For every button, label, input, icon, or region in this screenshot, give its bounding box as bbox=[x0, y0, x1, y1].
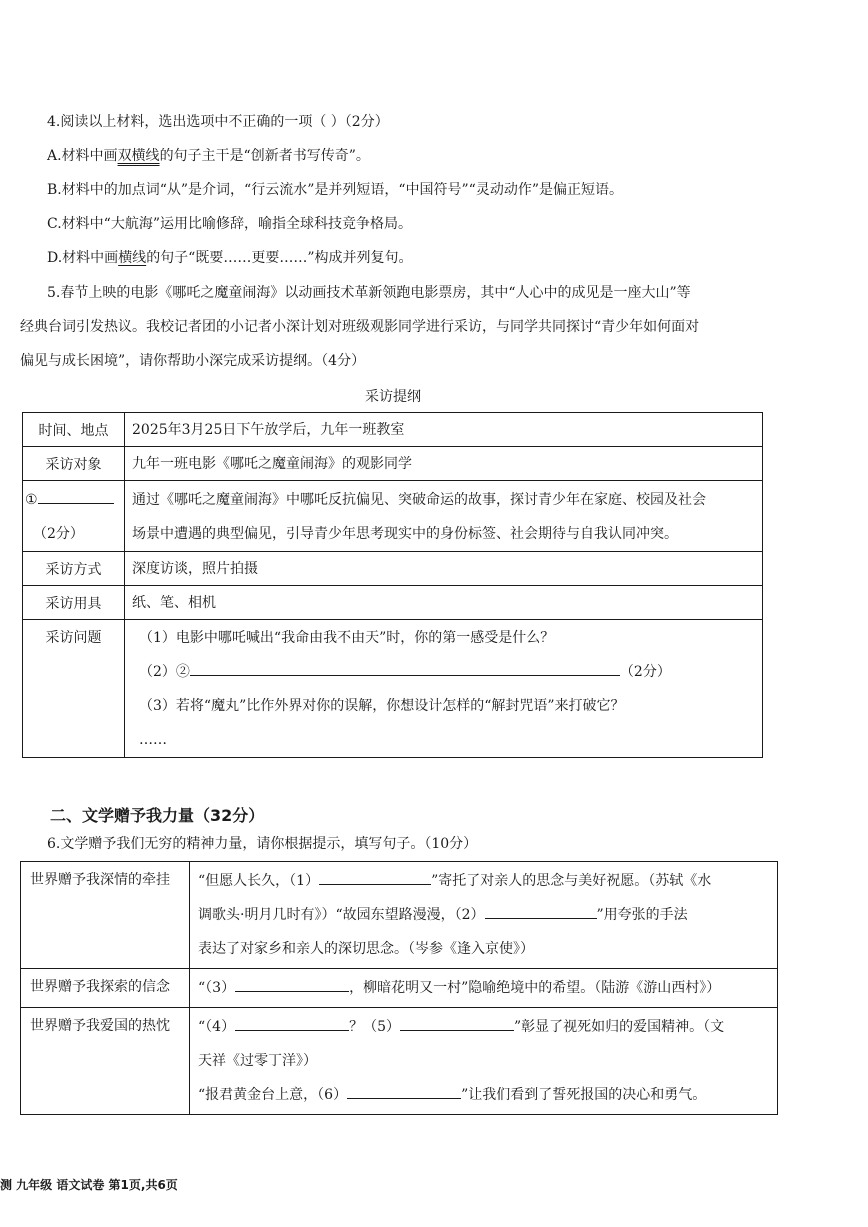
answer-blank-2[interactable] bbox=[190, 659, 620, 676]
target-value: 九年一班电影《哪吒之魔童闹海》的观影同学 bbox=[125, 447, 763, 481]
page-footer: 测 九年级 语文试卷 第1页,共6页 bbox=[0, 1178, 178, 1192]
answer-blank-poem-5[interactable] bbox=[400, 1014, 514, 1031]
blank-points: （2分） bbox=[33, 526, 84, 542]
table-row bbox=[21, 862, 778, 969]
q4-option-a bbox=[47, 146, 370, 166]
question-2 bbox=[139, 655, 754, 689]
section-2-title: 二、文学赠予我力量（32分） bbox=[50, 806, 265, 825]
q5-line-2: 经典台词引发热议。我校记者团的小记者小深计划对班级观影同学进行采访，与同学共同探讨“青少年如何面对 bbox=[20, 319, 700, 335]
row2-content bbox=[190, 969, 778, 1008]
row3-text-d: 天祥《过零丁洋》） bbox=[198, 1053, 317, 1069]
time-value: 2025年3月25日下午放学后，九年一班教室 bbox=[125, 413, 763, 447]
table-row bbox=[23, 586, 763, 620]
row3-text-b: ？（5） bbox=[349, 1019, 400, 1035]
purpose-blank-cell[interactable] bbox=[23, 481, 125, 552]
row1-text-a: “但愿人长久，（1） bbox=[198, 873, 320, 889]
question-1: （1）电影中哪吒喊出“我命由我不由天”时，你的第一感受是什么？ bbox=[139, 630, 555, 646]
row2-text-b: ，柳暗花明又一村”隐喻绝境中的希望。（陆游《游山西村》） bbox=[349, 980, 721, 996]
answer-blank-1[interactable] bbox=[38, 487, 114, 504]
row1-content bbox=[190, 862, 778, 969]
interview-outline-title: 采访提纲 bbox=[365, 389, 421, 405]
answer-blank-poem-3[interactable] bbox=[235, 975, 349, 992]
target-label: 采访对象 bbox=[23, 447, 125, 481]
row3-text-a: “（4） bbox=[198, 1019, 236, 1035]
row1-label: 世界赠予我深情的牵挂 bbox=[21, 862, 190, 969]
purpose-line-2: 场景中遭遇的典型偏见，引导青少年思考现实中的身份标签、社会期待与自我认同冲突。 bbox=[132, 526, 678, 542]
row3-text-c: ”彰显了视死如归的爱国精神。（文 bbox=[514, 1019, 725, 1035]
row2-text-a: “（3） bbox=[198, 980, 236, 996]
poetry-fill-table bbox=[20, 861, 778, 1115]
underline-mark: 横线 bbox=[118, 250, 147, 266]
row1-text-d: ”用夸张的手法 bbox=[596, 907, 688, 923]
question-2-points: （2分） bbox=[619, 664, 671, 680]
questions-label: 采访问题 bbox=[23, 620, 125, 758]
table-row bbox=[21, 1008, 778, 1115]
q4-option-d-pre: D.材料中画 bbox=[47, 250, 119, 266]
q4-option-d-post: 的句子“既要……更要……”构成并列复句。 bbox=[146, 250, 413, 266]
answer-blank-poem-1[interactable] bbox=[319, 868, 431, 885]
table-row bbox=[23, 620, 763, 758]
purpose-value bbox=[125, 481, 763, 552]
answer-blank-poem-6[interactable] bbox=[347, 1082, 461, 1099]
q5-line-3: 偏见与成长困境”，请你帮助小深完成采访提纲。（4分） bbox=[20, 353, 366, 369]
q4-option-a-pre: A.材料中画 bbox=[47, 148, 118, 164]
q6-stem: 6.文学赠予我们无穷的精神力量，请你根据提示，填写句子。（10分） bbox=[47, 836, 478, 852]
table-row bbox=[21, 969, 778, 1008]
row3-content bbox=[190, 1008, 778, 1115]
table-row bbox=[23, 552, 763, 586]
row3-text-f: ”让我们看到了誓死报国的决心和勇气。 bbox=[461, 1087, 707, 1103]
q4-option-b: B.材料中的加点词“从”是介词，“行云流水”是并列短语，“中国符号”“灵动动作”是偏正短语。 bbox=[47, 182, 623, 198]
q4-option-a-post: 的句子主干是“创新者书写传奇”。 bbox=[159, 148, 370, 164]
q4-option-d bbox=[47, 248, 413, 268]
row1-text-e: 表达了对家乡和亲人的深切思念。（岑参《逢入京使》） bbox=[198, 941, 534, 957]
q5-line-1: 5.春节上映的电影《哪吒之魔童闹海》以动画技术革新领跑电影票房，其中“人心中的成见是一座大山”等 bbox=[47, 285, 691, 301]
double-underline-mark: 双横线 bbox=[117, 148, 160, 164]
q4-stem: 4.阅读以上材料，选出选项中不正确的一项（ ）（2分） bbox=[47, 114, 389, 130]
row1-text-c: 调歌头·明月几时有》）“故园东望路漫漫，（2） bbox=[198, 907, 485, 923]
row3-label: 世界赠予我爱国的热忱 bbox=[21, 1008, 190, 1115]
method-label: 采访方式 bbox=[23, 552, 125, 586]
tools-value: 纸、笔、相机 bbox=[125, 586, 763, 620]
table-row bbox=[23, 413, 763, 447]
tools-label: 采访用具 bbox=[23, 586, 125, 620]
method-value: 深度访谈，照片拍摄 bbox=[125, 552, 763, 586]
blank-marker: ① bbox=[25, 492, 38, 508]
interview-outline-table bbox=[22, 412, 763, 758]
answer-blank-poem-2[interactable] bbox=[485, 902, 597, 919]
row2-label: 世界赠予我探索的信念 bbox=[21, 969, 190, 1008]
question-2-label: （2）② bbox=[139, 664, 190, 680]
more-questions: …… bbox=[139, 732, 167, 748]
row3-text-e: “报君黄金台上意，（6） bbox=[198, 1087, 348, 1103]
answer-blank-poem-4[interactable] bbox=[235, 1014, 349, 1031]
question-3: （3）若将“魔丸”比作外界对你的误解，你想设计怎样的“解封咒语”来打破它？ bbox=[139, 698, 625, 714]
purpose-line-1: 通过《哪吒之魔童闹海》中哪吒反抗偏见、突破命运的故事，探讨青少年在家庭、校园及社会 bbox=[132, 492, 706, 508]
q4-option-c: C.材料中“大航海”运用比喻修辞，喻指全球科技竞争格局。 bbox=[47, 216, 412, 232]
table-row bbox=[23, 447, 763, 481]
table-row bbox=[23, 481, 763, 552]
row1-text-b: ”寄托了对亲人的思念与美好祝愿。（苏轼《水 bbox=[431, 873, 712, 889]
time-label: 时间、地点 bbox=[23, 413, 125, 447]
questions-value bbox=[125, 620, 763, 758]
